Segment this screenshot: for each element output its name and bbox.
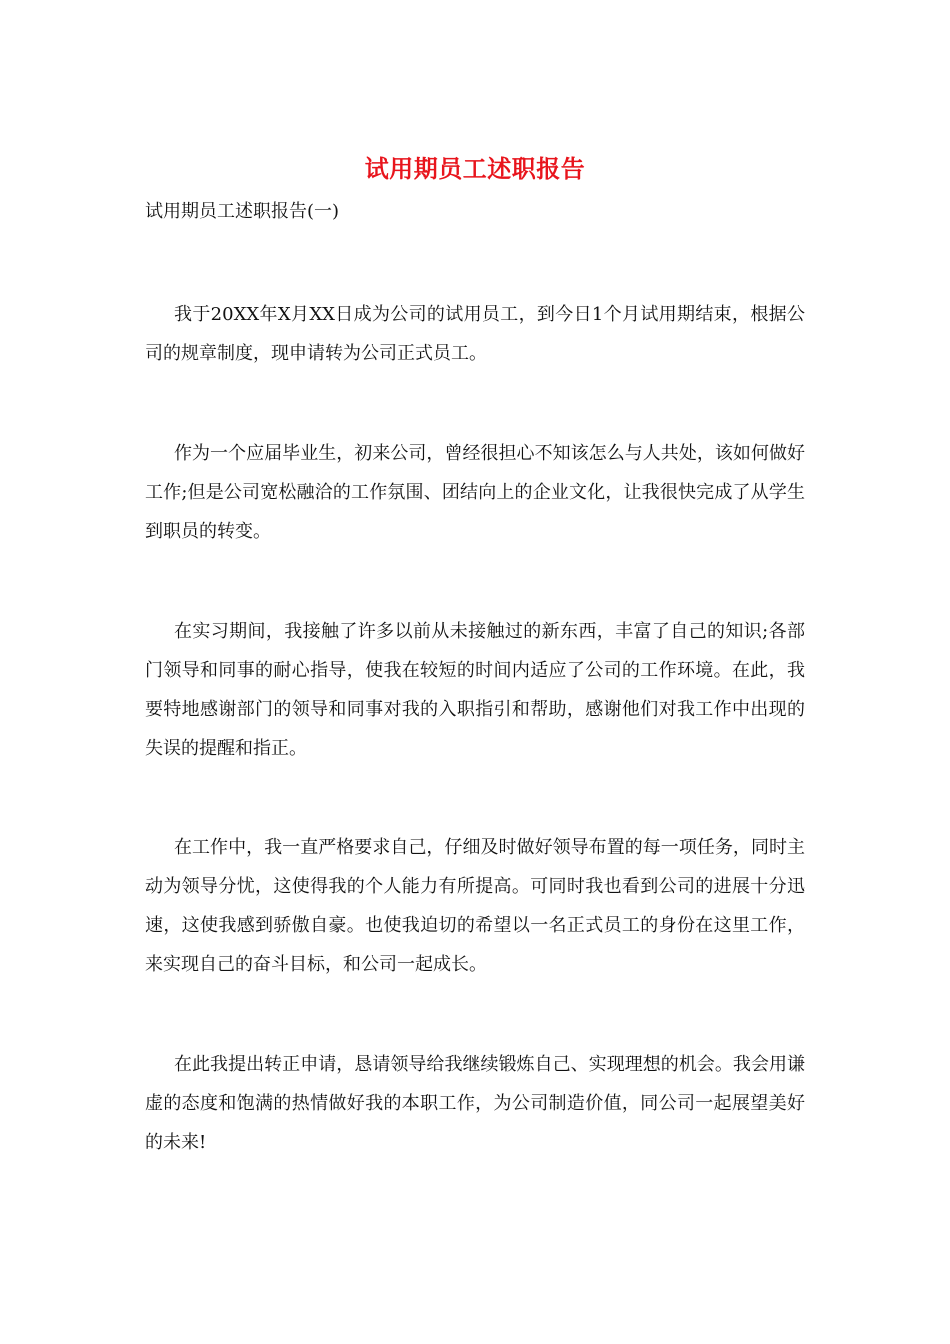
paragraph-3: 在实习期间，我接触了许多以前从未接触过的新东西，丰富了自己的知识;各部门领导和同事的耐心指导，使我在较短的时间内适应了公司的工作环境。在此，我要特地感谢部门的领导和同事对我的入职指引和帮助，感谢他们对我工作中出现的失误的提醒和指正。	[145, 621, 805, 759]
paragraph-1: 我于20XX年X月XX日成为公司的试用员工，到今日1个月试用期结束，根据公司的规章制度，现申请转为公司正式员工。	[145, 304, 805, 364]
document-title: 试用期员工述职报告	[364, 154, 586, 183]
paragraph-5: 在此我提出转正申请，恳请领导给我继续锻炼自己、实现理想的机会。我会用谦虚的态度和饱满的热情做好我的本职工作，为公司制造价值，同公司一起展望美好的未来!	[145, 1054, 805, 1153]
paragraph-4: 在工作中，我一直严格要求自己，仔细及时做好领导布置的每一项任务，同时主动为领导分忧，这使得我的个人能力有所提高。可同时我也看到公司的进展十分迅速，这使我感到骄傲自豪。也使我迫切的希望以一名正式员工的身份在这里工作，来实现自己的奋斗目标，和公司一起成长。	[145, 837, 805, 975]
document-subtitle: 试用期员工述职报告(一)	[145, 201, 340, 222]
paragraph-2: 作为一个应届毕业生，初来公司，曾经很担心不知该怎么与人共处，该如何做好工作;但是公司宽松融洽的工作氛围、团结向上的企业文化，让我很快完成了从学生到职员的转变。	[145, 443, 805, 542]
